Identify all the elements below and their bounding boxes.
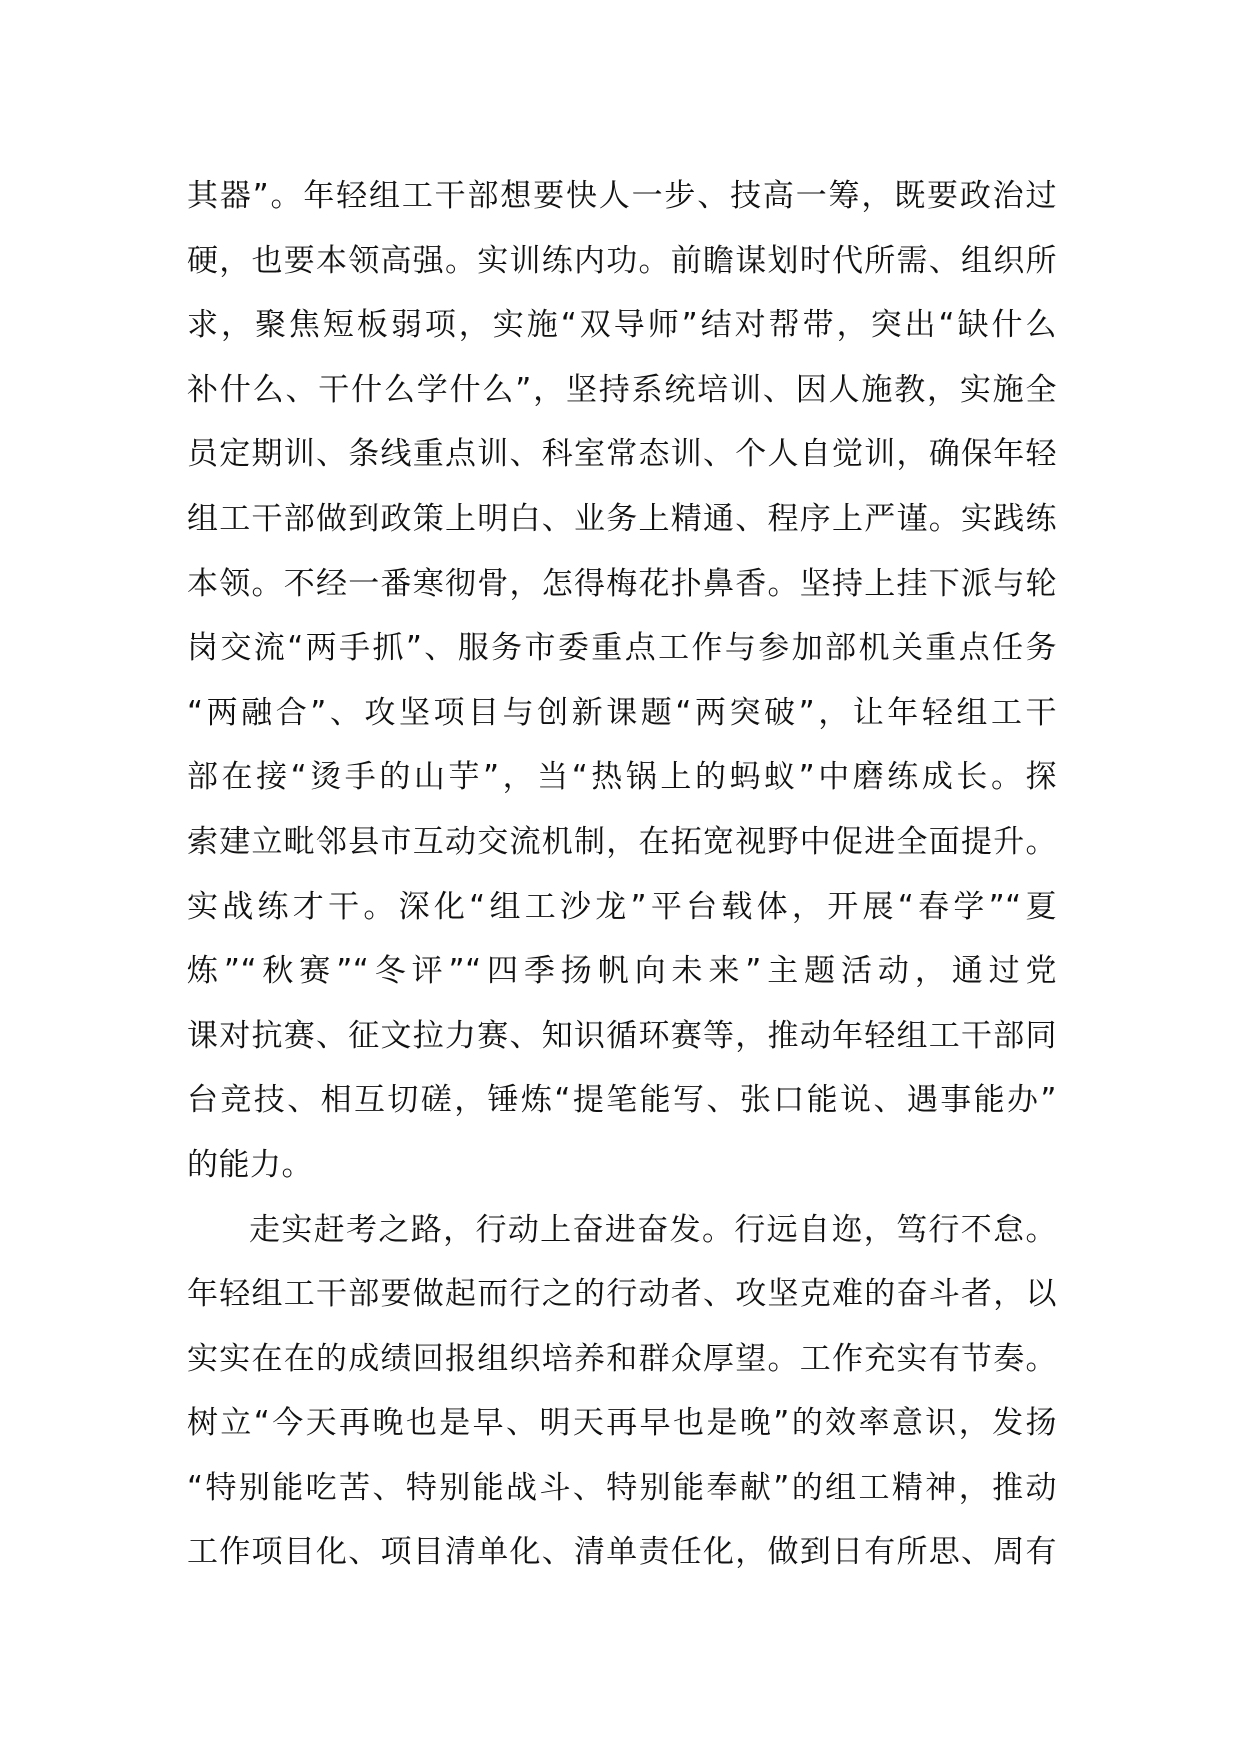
text-line: 硬，也要本领高强。实训练内功。前瞻谋划时代所需、组织所	[187, 242, 1057, 279]
text-line: 岗交流“两手抓”、服务市委重点工作与参加部机关重点任务	[187, 630, 1057, 667]
text-line: 员定期训、条线重点训、科室常态训、个人自觉训，确保年轻	[187, 436, 1057, 473]
text-line: 部在接“烫手的山芋”，当“热锅上的蚂蚁”中磨练成长。探	[187, 759, 1057, 796]
text-line: 求，聚焦短板弱项，实施“双导师”结对帮带，突出“缺什么	[187, 307, 1057, 344]
text-line: 课对抗赛、征文拉力赛、知识循环赛等，推动年轻组工干部同	[187, 1017, 1057, 1054]
text-line: 工作项目化、项目清单化、清单责任化，做到日有所思、周有	[187, 1534, 1057, 1571]
text-line: 台竞技、相互切磋，锤炼“提笔能写、张口能说、遇事能办”	[187, 1082, 1057, 1119]
paragraph-start-line: 走实赶考之路，行动上奋进奋发。行远自迩，笃行不怠。	[249, 1211, 1057, 1248]
paragraph-end-line: 的能力。	[187, 1146, 313, 1183]
text-line: “两融合”、攻坚项目与创新课题“两突破”，让年轻组工干	[187, 694, 1057, 731]
text-line: 实战练才干。深化“组工沙龙”平台载体，开展“春学”“夏	[187, 888, 1057, 925]
text-line: 补什么、干什么学什么”，坚持系统培训、因人施教，实施全	[187, 371, 1057, 408]
body-text	[187, 164, 1057, 1585]
text-line: 炼”“秋赛”“冬评”“四季扬帆向未来”主题活动，通过党	[187, 953, 1057, 990]
text-line: 其器”。年轻组工干部想要快人一步、技高一筹，既要政治过	[187, 178, 1057, 214]
text-line: 索建立毗邻县市互动交流机制，在拓宽视野中促进全面提升。	[187, 823, 1057, 860]
text-line: “特别能吃苦、特别能战斗、特别能奉献”的组工精神，推动	[187, 1469, 1057, 1506]
text-line: 实实在在的成绩回报组织培养和群众厚望。工作充实有节奏。	[187, 1340, 1057, 1377]
text-line: 本领。不经一番寒彻骨，怎得梅花扑鼻香。坚持上挂下派与轮	[187, 565, 1057, 602]
text-line: 年轻组工干部要做起而行之的行动者、攻坚克难的奋斗者，以	[187, 1276, 1057, 1313]
text-line: 树立“今天再晚也是早、明天再早也是晚”的效率意识，发扬	[187, 1405, 1057, 1442]
text-line: 组工干部做到政策上明白、业务上精通、程序上严谨。实践练	[187, 500, 1057, 537]
